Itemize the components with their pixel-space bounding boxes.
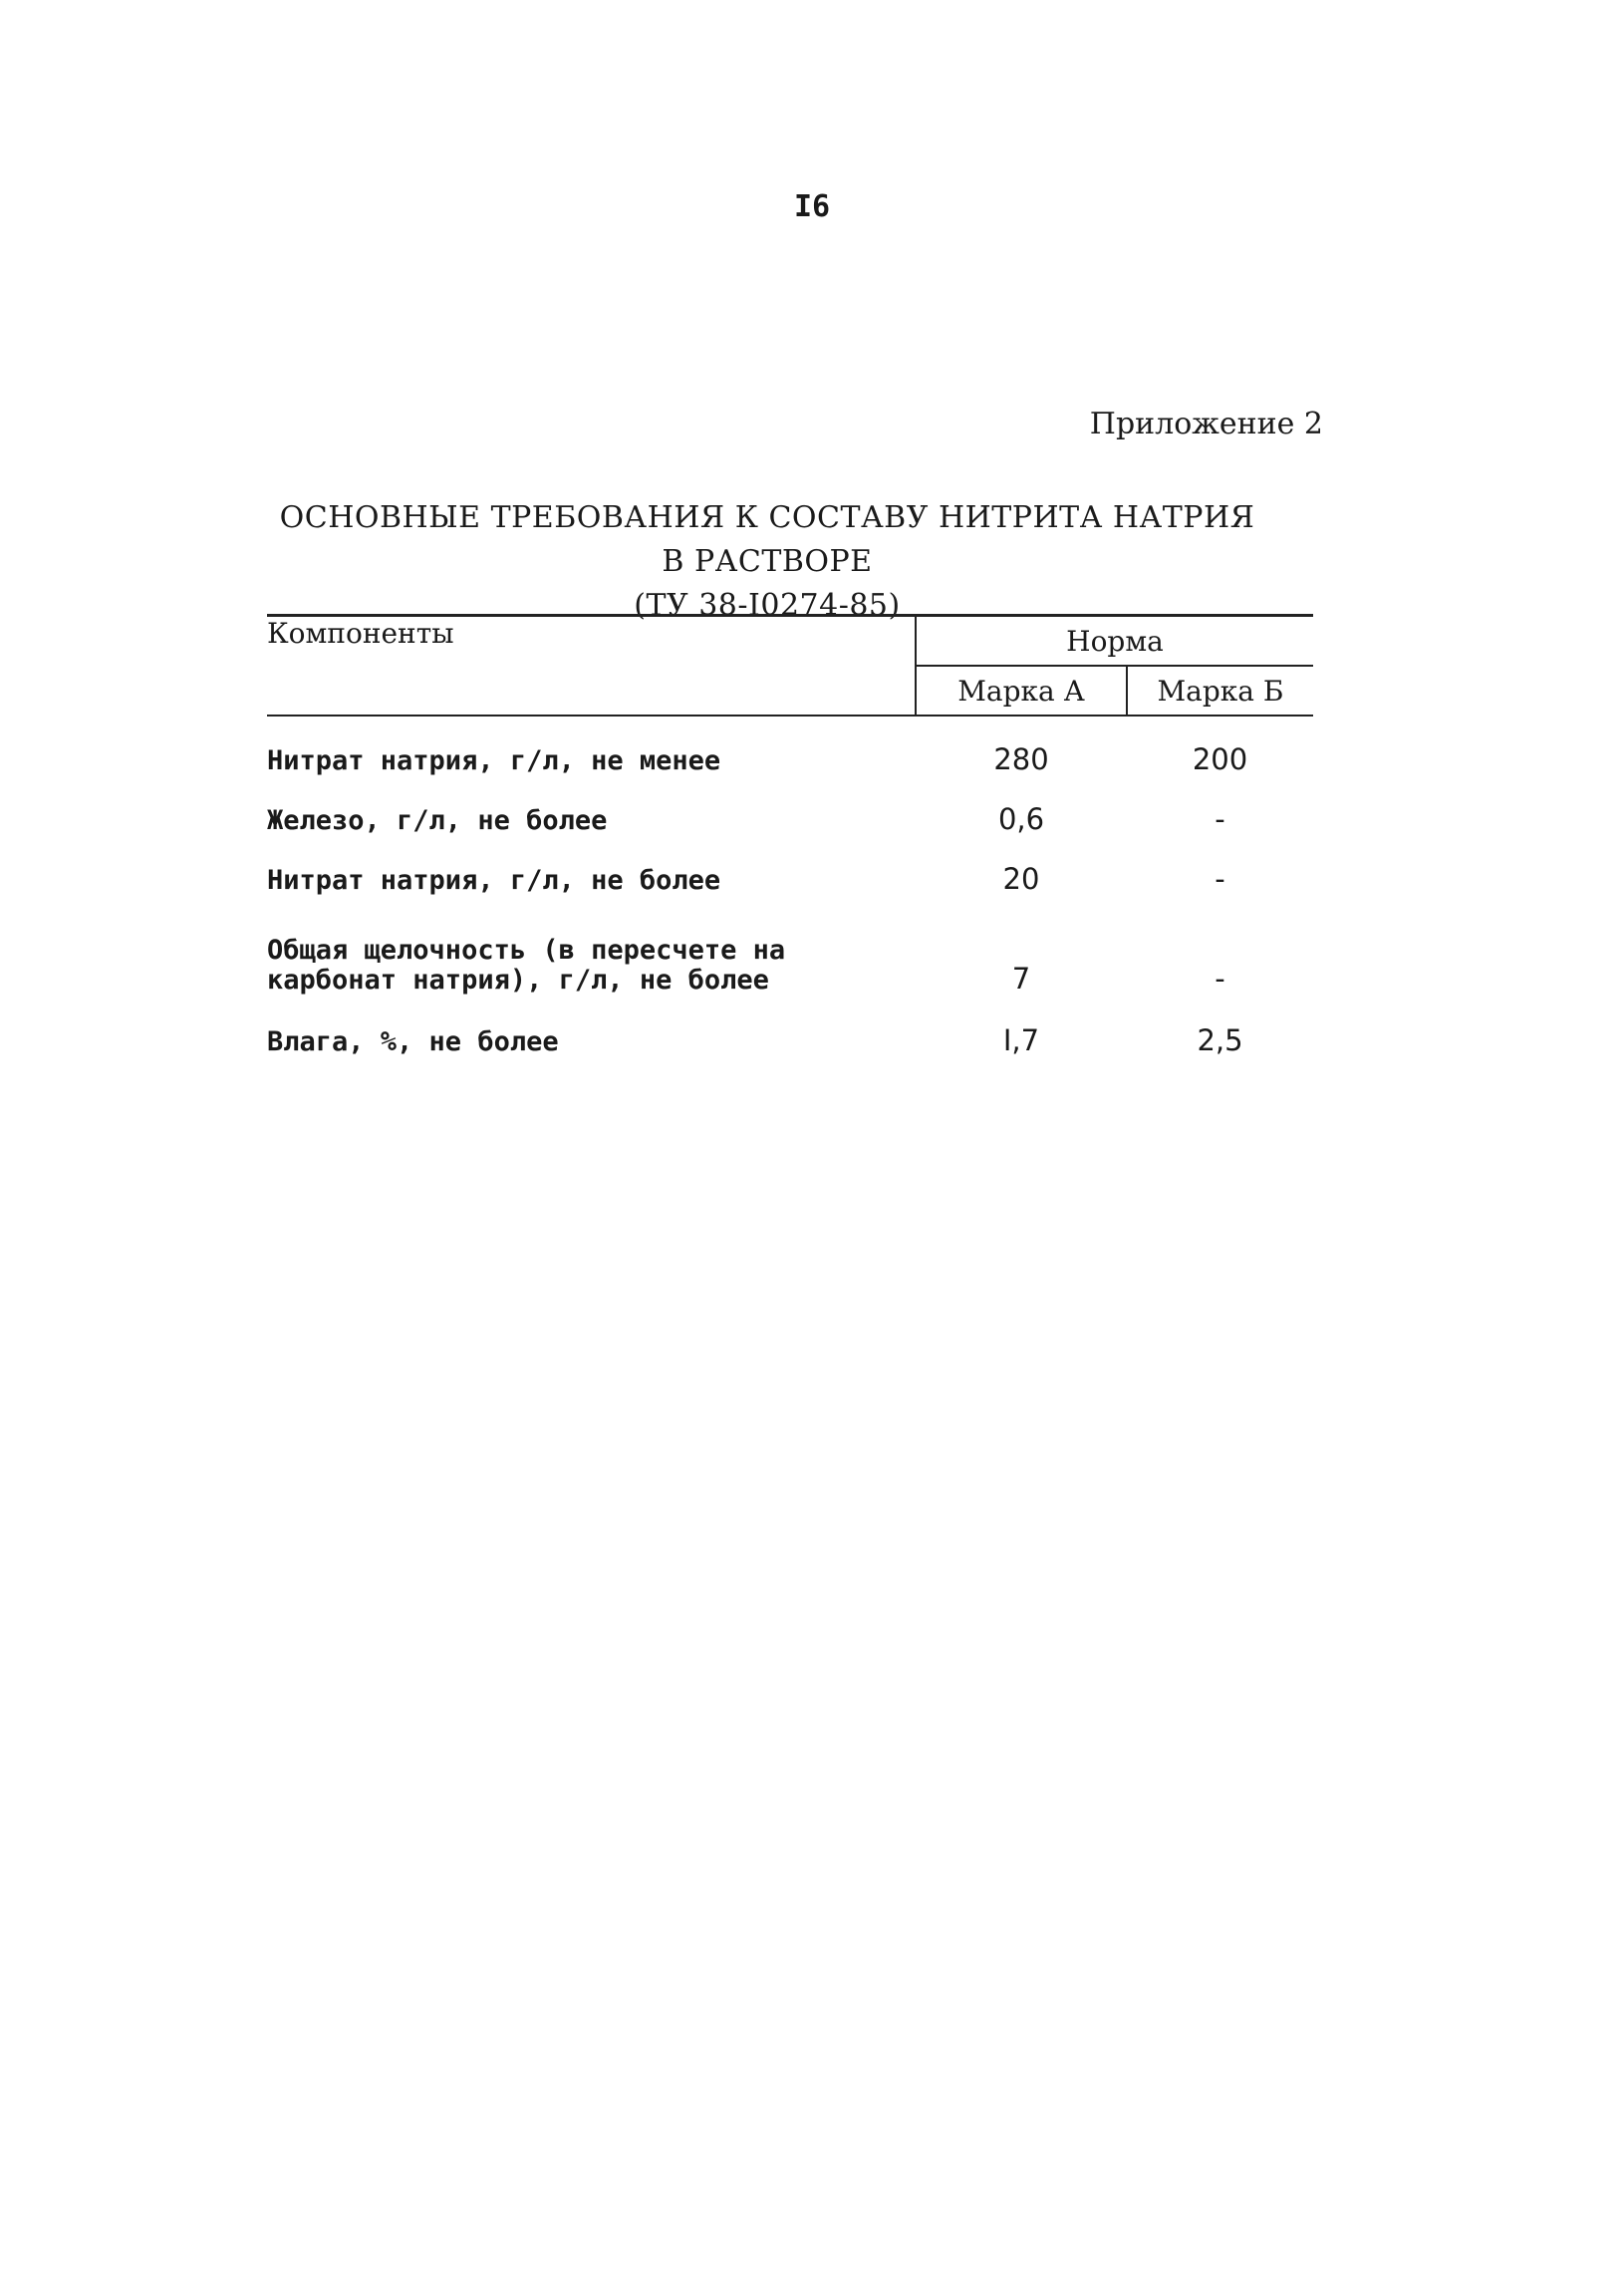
row-grade-a: I,7 [1002,1023,1040,1057]
row-grade-a: 20 [1002,862,1040,896]
row-grade-b: 2,5 [1197,1023,1243,1057]
row-grade-b: 200 [1192,742,1248,776]
row-grade-b: - [1215,962,1225,996]
header-norm: Норма [916,616,1313,667]
row-component: Влага, %, не более [267,1026,559,1057]
document-title [269,496,1265,628]
title-line-1: ОСНОВНЫЕ ТРЕБОВАНИЯ К СОСТАВУ НИТРИТА НАТРИЯ В РАСТВОРЕ [279,500,1255,579]
row-grade-a: 280 [993,742,1049,776]
header-components: Компоненты [267,616,916,717]
row-grade-a: 7 [1011,962,1031,996]
header-grade-b: Марка Б [1127,666,1313,716]
table-row [267,996,1313,1057]
appendix-label: Приложение 2 [1089,407,1323,441]
table-row [267,716,1313,776]
requirements-table-wrap [267,614,1313,1057]
row-component: Железо, г/л, не более [267,805,608,836]
title-line-2: (ТУ 38-I0274-85) [634,588,901,623]
row-component: Общая щелочность (в пересчете на карбонат натрия), г/л, не более [267,935,786,996]
row-grade-a: 0,6 [997,802,1045,836]
table-row [267,836,1313,896]
table-row [267,896,1313,996]
table-row [267,776,1313,836]
row-grade-b: - [1215,862,1225,896]
page-number: I6 [793,189,831,224]
row-component: Нитрат натрия, г/л, не более [267,865,721,896]
row-grade-b: - [1215,802,1225,836]
requirements-table [267,614,1313,1057]
row-component: Нитрат натрия, г/л, не менее [267,745,721,776]
header-grade-a: Марка А [916,666,1127,716]
